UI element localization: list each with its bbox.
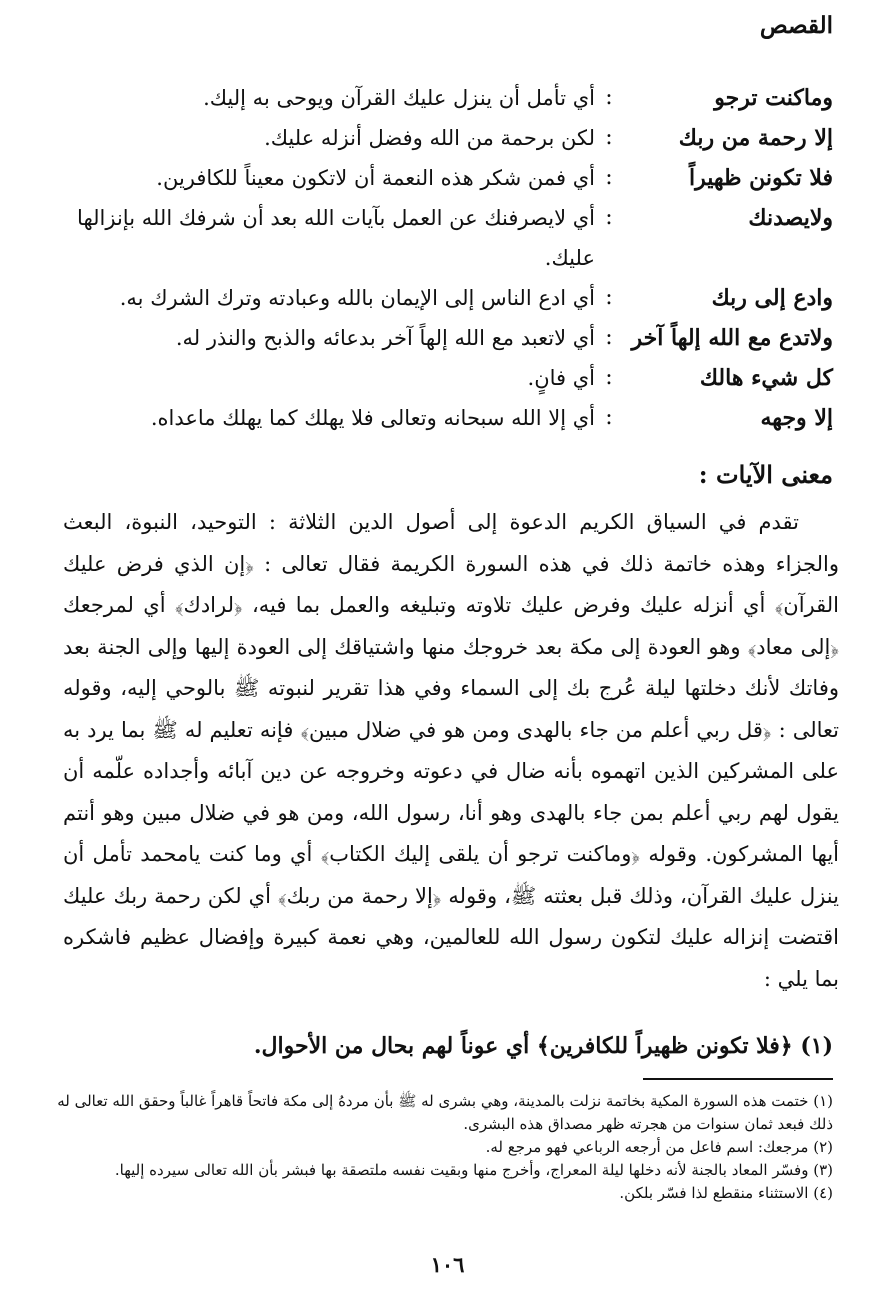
glossary-term: إلا وجهه [760, 405, 833, 431]
body-paragraph: تقدم في السياق الكريم الدعوة إلى أصول الدين الثلاثة : التوحيد، النبوة، البعث والجزاء وهذه خاتمة ذلك في هذه السورة الكريمة فقال تعالى : ﴿إن الذي فرض عليك القرآن﴾ أي أنزله عليك وفرض عليك تلاوته وتبليغه والعمل بما فيه، ﴿لرادك﴾ أي لمرجعك ﴿إلى معاد﴾ وهو العودة إلى مكة بعد خروجك منها واشتياقك إلى العودة إليها وإلى الجنة بعد وفاتك لأنك دخلتها ليلة عُرج بك إلى السماء وفي هذا تقرير لنبوته ﷺ بالوحي إليه، وقوله تعالى : ﴿قل ربي أعلم من جاء بالهدى ومن هو في ضلال مبين﴾ فإنه تعليم له ﷺ بما يرد به على المشركين الذين اتهموه بأنه ضال في دعوته وخروجه عن دين آبائه وأجداده علّمه أن يقول لهم ربي أعلم بمن جاء بالهدى وهو أنا، رسول الله، ومن هو في ضلال مبين وهو أنتم أيها المشركون. وقوله ﴿وماكنت ترجو أن يلقى إليك الكتاب﴾ أي وما كنت يامحمد تأمل أن ينزل عليك القرآن، وذلك قبل بعثته ﷺ، وقوله ﴿إلا رحمة من ربك﴾ أي لكن رحمة ربك عليك اقتضت إنزاله عليك لتكون رسول الله للعالمين، وهي نعمة كبيرة وإفضال عظيم فاشكره بما يلي : [63, 510, 839, 991]
footnote: (٢) مرجعك: اسم فاعل من أرجعه الرباعي فهو مرجع له. [485, 1138, 833, 1156]
glossary-definition: أي لاتعبد مع الله إلهاً آخر بدعائه والذبح والنذر له. [175, 326, 595, 350]
glossary-row [63, 158, 833, 198]
glossary-row [63, 198, 833, 278]
glossary-colon: : [605, 325, 613, 350]
body-paragraph-block [63, 502, 839, 1000]
footnotes [53, 1090, 833, 1205]
glossary-colon: : [605, 205, 613, 230]
glossary-colon: : [605, 125, 613, 150]
glossary-row [63, 358, 833, 398]
glossary-definition: أي ادع الناس إلى الإيمان بالله وعبادته وترك الشرك به. [119, 286, 595, 310]
glossary-term: ولايصدنك [748, 205, 833, 231]
glossary-row [63, 118, 833, 158]
glossary-colon: : [605, 365, 613, 390]
glossary-row [63, 78, 833, 118]
glossary-row [63, 278, 833, 318]
glossary-colon: : [605, 165, 613, 190]
glossary-definition: أي فانٍ. [527, 366, 595, 390]
glossary-term: وماكنت ترجو [714, 85, 833, 111]
glossary-colon: : [605, 285, 613, 310]
glossary-term: ولاتدع مع الله إلهاً آخر [631, 325, 833, 351]
glossary-definition: أي إلا الله سبحانه وتعالى فلا يهلك كما يهلك ماعداه. [150, 406, 595, 430]
glossary-definition: أي فمن شكر هذه النعمة أن لاتكون معيناً للكافرين. [156, 166, 595, 190]
glossary-term: وادع إلى ربك [711, 285, 833, 311]
footnote-divider [643, 1078, 833, 1080]
glossary-term: إلا رحمة من ربك [678, 125, 833, 151]
footnote: (٤) الاستثناء منقطع لذا فسّر بلكن. [619, 1184, 833, 1202]
glossary-definition: أي لايصرفنك عن العمل بآيات الله بعد أن شرفك الله بإنزالها عليك. [77, 206, 595, 270]
glossary-row [63, 398, 833, 438]
section-title: معنى الآيات : [698, 460, 833, 489]
glossary-list [63, 78, 833, 438]
glossary-colon: : [605, 405, 613, 430]
glossary-term: فلا تكونن ظهيراً [688, 165, 833, 191]
running-head: القصص [759, 12, 833, 39]
footnote: (٣) وفسّر المعاد بالجنة لأنه دخلها ليلة المعراج، وأخرج منها وبقيت نفسه ملتصقة بها فبشر بأن الله تعالى سيرده إليها. [114, 1161, 833, 1179]
glossary-definition: أي تأمل أن ينزل عليك القرآن ويوحى به إليك. [203, 86, 595, 110]
glossary-colon: : [605, 85, 613, 110]
numbered-item: (١) ﴿فلا تكونن ظهيراً للكافرين﴾ أي عوناً لهم بحال من الأحوال. [253, 1033, 833, 1059]
glossary-term: كل شيء هالك [699, 365, 833, 391]
glossary-definition: لكن برحمة من الله وفضل أنزله عليك. [264, 126, 595, 150]
footnote: (١) ختمت هذه السورة المكية بخاتمة نزلت بالمدينة، وهي بشرى له ﷺ بأن مردهُ إلى مكة فاتحاً قاهراً غالباً وحقق الله تعالى له ذلك فبعد ثمان سنوات من هجرته ظهر مصداق هذه البشرى. [57, 1092, 833, 1133]
page-number: ١٠٦ [430, 1252, 465, 1277]
glossary-row [63, 318, 833, 358]
